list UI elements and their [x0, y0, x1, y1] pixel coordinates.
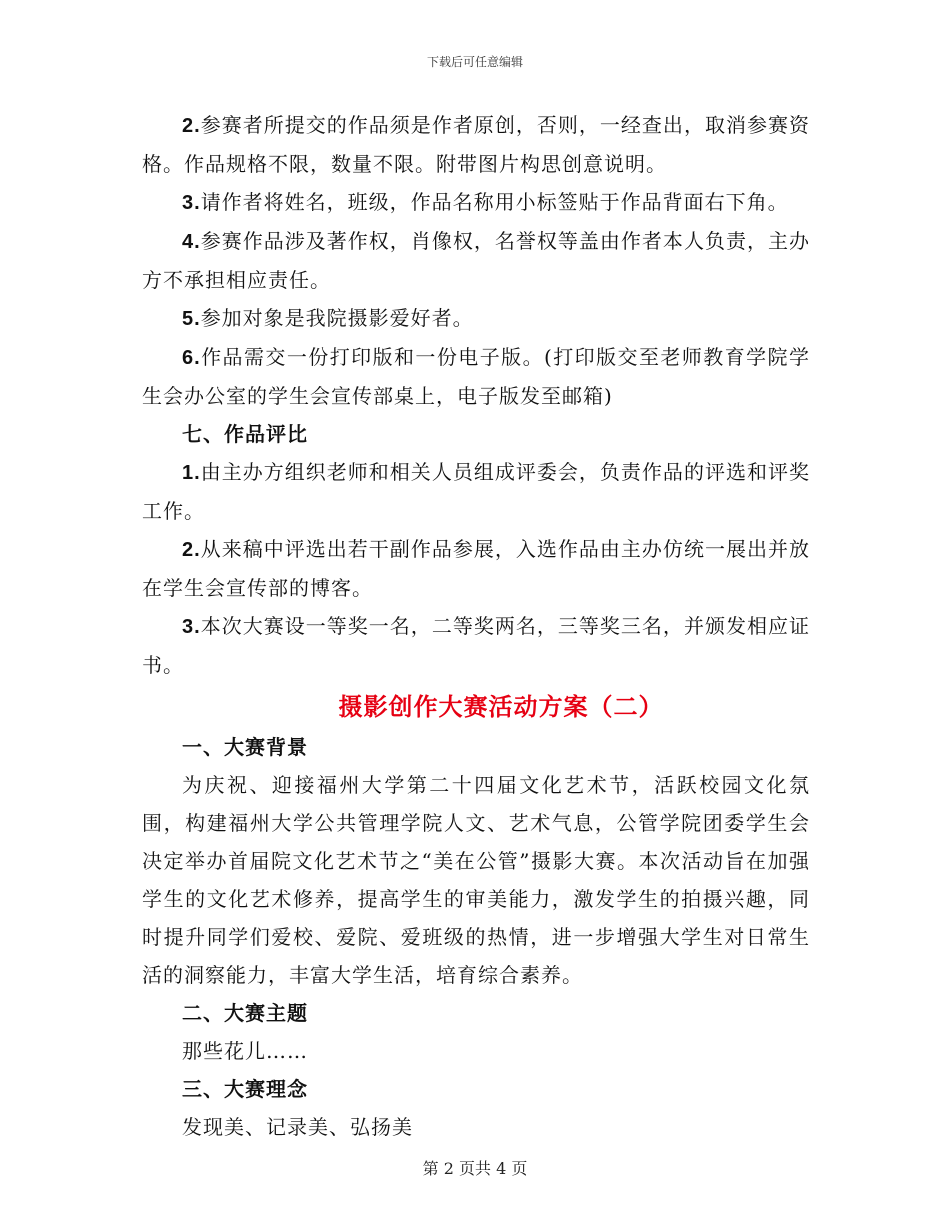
- item-text: 本次大赛设一等奖一名，二等奖两名，三等奖三名，并颁发相应证书。: [142, 614, 810, 677]
- list-item: [142, 453, 810, 530]
- item-number: 3.: [182, 192, 201, 214]
- document-body: [142, 106, 810, 1146]
- list-item: [142, 607, 810, 684]
- item-text: 参赛者所提交的作品须是作者原创，否则，一经查出，取消参赛资格。作品规格不限，数量不限。附带图片构思创意说明。: [142, 113, 810, 176]
- paragraph: 那些花儿……: [182, 1039, 308, 1063]
- item-number: 5.: [182, 308, 201, 330]
- section-heading: 七、作品评比: [182, 422, 308, 446]
- list-item: [142, 183, 810, 222]
- item-text: 参赛作品涉及著作权，肖像权，名誉权等盖由作者本人负责，主办方不承担相应责任。: [142, 229, 810, 292]
- paragraph: 为庆祝、迎接福州大学第二十四届文化艺术节，活跃校园文化氛围，构建福州大学公共管理学院人文、艺术气息，公管学院团委学生会决定举办首届院文化艺术节之“美在公管”摄影大赛。本次活动旨在加强学生的文化艺术修养，提高学生的审美能力，激发学生的拍摄兴趣，同时提升同学们爱校、爱院、爱班级的热情，进一步增强大学生对日常生活的洞察能力，丰富大学生活，培育综合素养。: [142, 773, 810, 987]
- item-text: 由主办方组织老师和相关人员组成评委会，负责作品的评选和评奖工作。: [142, 460, 810, 523]
- list-item: [142, 222, 810, 299]
- section-heading: 三、大赛理念: [182, 1077, 308, 1101]
- list-item: [142, 530, 810, 607]
- section-heading: 二、大赛主题: [182, 1001, 308, 1025]
- item-text: 作品需交一份打印版和一份电子版。(打印版交至老师教育学院学生会办公室的学生会宣传部桌上，电子版发至邮箱): [142, 345, 810, 408]
- list-item: [142, 338, 810, 415]
- item-number: 6.: [182, 347, 201, 369]
- section-heading: 一、大赛背景: [182, 735, 308, 759]
- item-number: 4.: [182, 231, 201, 253]
- item-number: 2.: [182, 539, 201, 561]
- item-number: 2.: [182, 115, 201, 137]
- item-text: 请作者将姓名，班级，作品名称用小标签贴于作品背面右下角。: [200, 190, 789, 214]
- item-text: 参加对象是我院摄影爱好者。: [200, 306, 474, 330]
- list-item: [142, 106, 810, 183]
- page-footer: 第 2 页共 4 页: [422, 1159, 528, 1178]
- page-header: 下载后可任意编辑: [426, 55, 523, 69]
- document-title: 摄影创作大赛活动方案（二）: [338, 692, 664, 721]
- list-item: [142, 299, 810, 338]
- item-text: 从来稿中评选出若干副作品参展，入选作品由主办仿统一展出并放在学生会宣传部的博客。: [142, 537, 810, 600]
- paragraph: 发现美、记录美、弘扬美: [182, 1115, 413, 1139]
- item-number: 1.: [182, 462, 201, 484]
- item-number: 3.: [182, 616, 201, 638]
